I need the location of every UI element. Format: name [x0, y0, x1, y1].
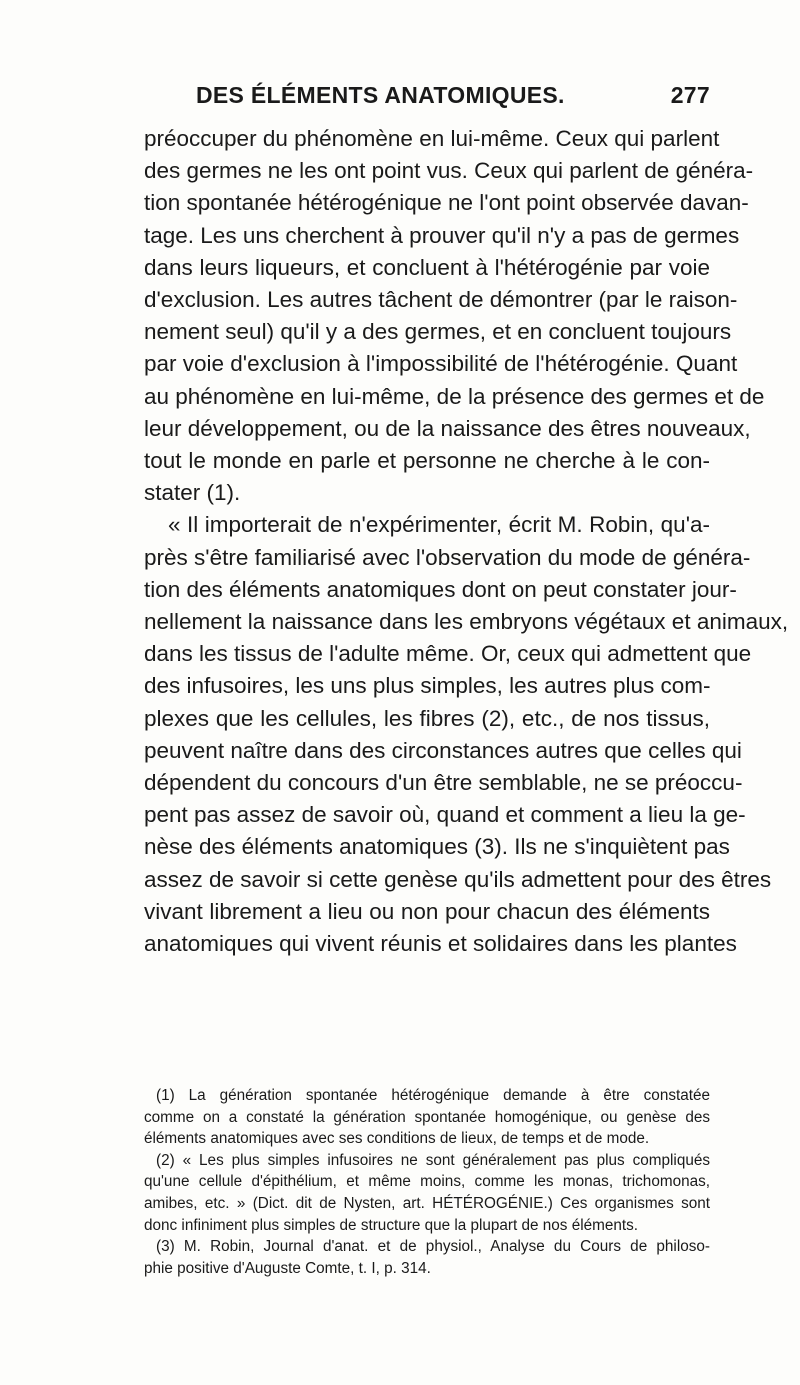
text-line: « Il importerait de n'expérimenter, écrit M. Robin, qu'a-: [168, 512, 710, 538]
footnote-line: donc infiniment plus simples de structure que la plupart de nos éléments.: [144, 1216, 639, 1234]
footnote-line: éléments anatomiques avec ses conditions de lieux, de temps et de mode.: [144, 1130, 650, 1148]
footnote-line: amibes, etc. » (Dict. dit de Nysten, art. HÉTÉROGÉNIE.) Ces organismes sont: [144, 1194, 710, 1212]
text-line: vivant librement a lieu ou non pour chacun des éléments: [144, 898, 710, 924]
text-line: plexes que les cellules, les fibres (2), etc., de nos tissus,: [144, 705, 710, 731]
text-line: d'exclusion. Les autres tâchent de démontrer (par le raison-: [144, 287, 738, 313]
text-line: assez de savoir si cette genèse qu'ils admettent pour des êtres: [144, 866, 772, 892]
text-line: des germes ne les ont point vus. Ceux qui parlent de généra-: [144, 158, 754, 184]
footnote-line: (1) La génération spontanée hétérogénique demande à être constatée: [156, 1087, 710, 1104]
text-line: nèse des éléments anatomiques (3). Ils ne s'inquiètent pas: [144, 834, 730, 860]
text-line: préoccuper du phénomène en lui-même. Ceux qui parlent: [144, 126, 720, 151]
text-line: dépendent du concours d'un être semblable, ne se préoccu-: [144, 770, 743, 796]
text-line: anatomiques qui vivent réunis et solidaires dans les plantes: [144, 931, 737, 957]
text-line: au phénomène en lui-même, de la présence des germes et de: [144, 383, 765, 409]
text-line: nellement la naissance dans les embryons végétaux et animaux,: [144, 609, 789, 635]
text-line: dans les tissus de l'adulte même. Or, ceux qui admettent que: [144, 641, 752, 667]
text-line: tion des éléments anatomiques dont on peut constater jour-: [144, 576, 737, 602]
text-line: dans leurs liqueurs, et concluent à l'hétérogénie par voie: [144, 254, 710, 280]
footnotes: [144, 1085, 710, 1279]
text-line: leur développement, ou de la naissance des êtres nouveaux,: [144, 415, 751, 441]
page-number: 277: [670, 82, 710, 108]
text-line: pent pas assez de savoir où, quand et comment a lieu la ge-: [144, 802, 746, 828]
text-line: stater (1).: [144, 480, 241, 506]
footnote-line: comme on a constaté la génération spontanée homogénique, ou genèse des: [144, 1108, 710, 1126]
text-line: peuvent naître dans des circonstances autres que celles qui: [144, 737, 742, 763]
text-line: des infusoires, les uns plus simples, les autres plus com-: [144, 673, 711, 699]
page-header: [150, 82, 710, 118]
text-line: tion spontanée hétérogénique ne l'ont point observée davan-: [144, 190, 749, 216]
text-line: par voie d'exclusion à l'impossibilité de l'hétérogénie. Quant: [144, 351, 738, 377]
text-line: près s'être familiarisé avec l'observation du mode de généra-: [144, 544, 751, 570]
text-line: tout le monde en parle et personne ne cherche à le con-: [144, 448, 710, 474]
footnote-line: (3) M. Robin, Journal d'anat. et de physiol., Analyse du Cours de philoso-: [156, 1238, 710, 1256]
footnote-line: qu'une cellule d'épithélium, et même moins, comme les monas, trichomonas,: [144, 1173, 710, 1191]
footnote-line: (2) « Les plus simples infusoires ne sont généralement pas plus compliqués: [156, 1151, 710, 1169]
running-head: DES ÉLÉMENTS ANATOMIQUES.: [196, 82, 565, 108]
footnote-line: phie positive d'Auguste Comte, t. I, p. 314.: [144, 1259, 431, 1277]
main-text: [144, 123, 789, 960]
text-line: tage. Les uns cherchent à prouver qu'il n'y a pas de germes: [144, 222, 740, 248]
text-line: nement seul) qu'il y a des germes, et en concluent toujours: [144, 319, 732, 345]
